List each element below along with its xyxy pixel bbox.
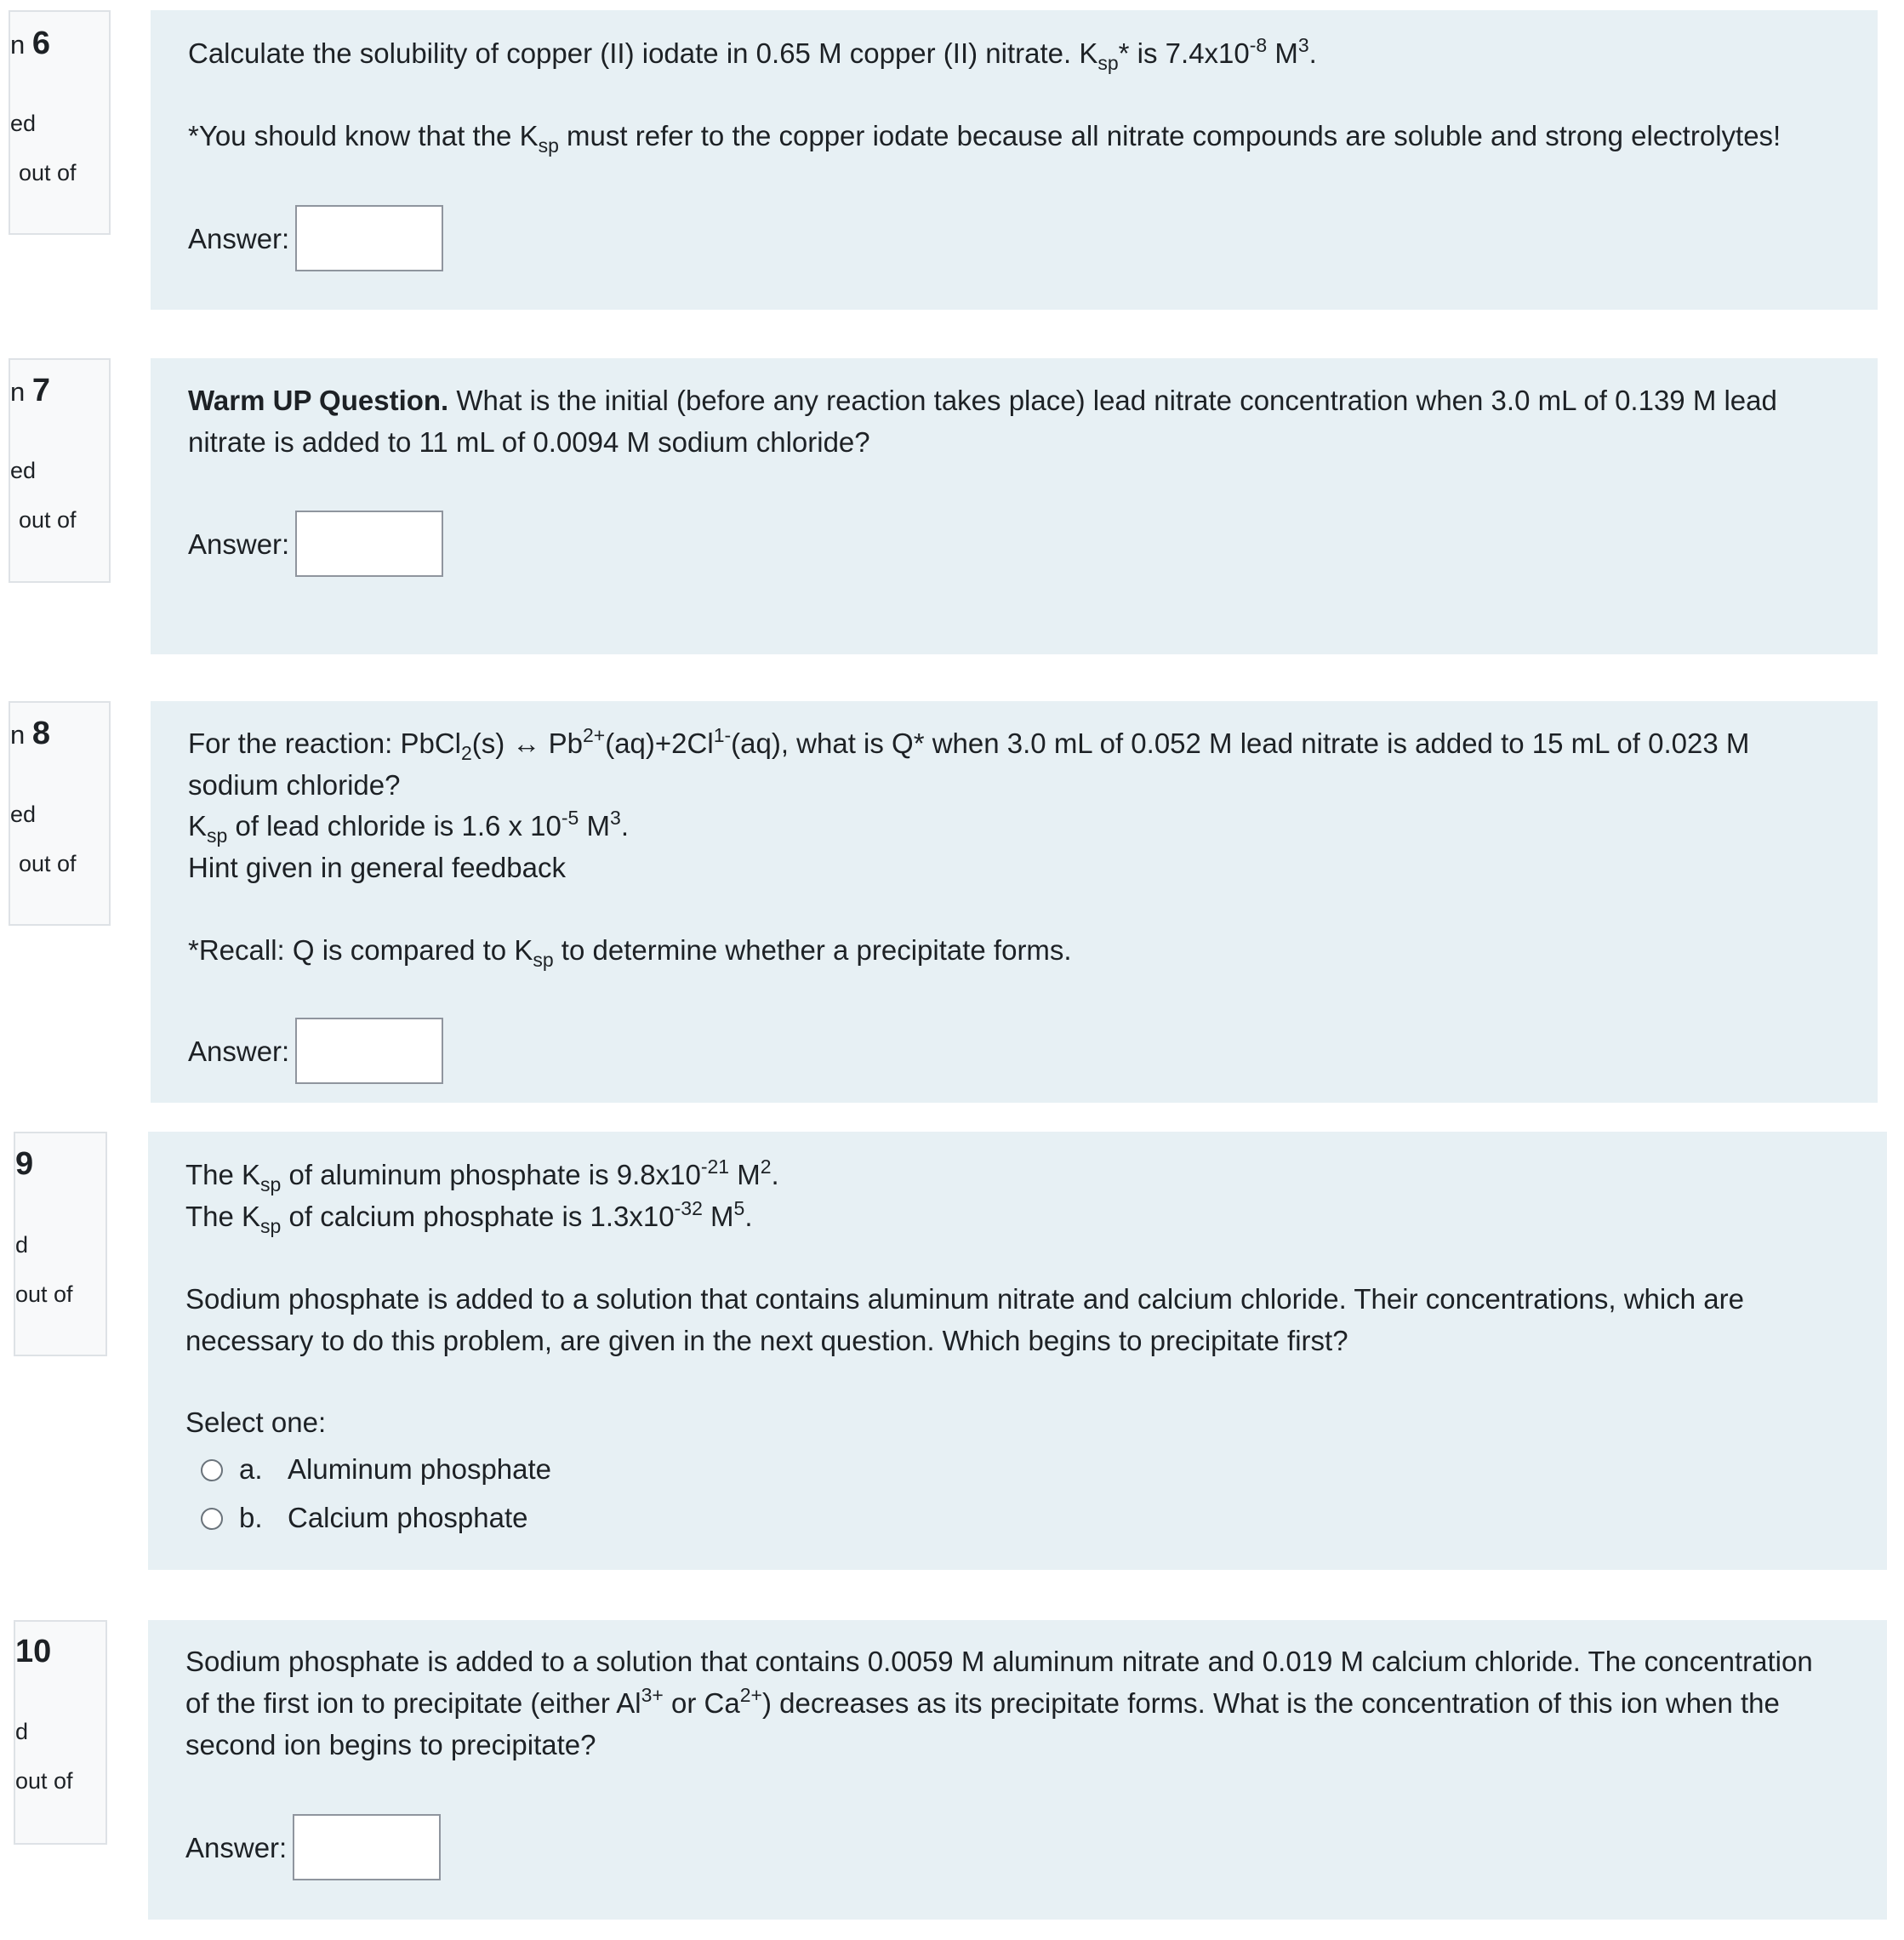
question-number-9: 9 [15, 1146, 34, 1182]
answer-label-8: Answer: [188, 1036, 290, 1067]
answer-label-10: Answer: [185, 1832, 288, 1863]
answer-input-8[interactable] [295, 1018, 443, 1084]
question-marks-6: out of [19, 160, 77, 185]
question-text-9-line2: The $K_{sp}$ of calcium phosphate is $1.3x10^{-32}$ $M^5$. [185, 1197, 753, 1237]
question-text-9-line3: Sodium phosphate is added to a solution that contains aluminum nitrate and calcium chloride. Their concentrations, which are [185, 1283, 1744, 1315]
option-b-radio[interactable] [201, 1508, 223, 1530]
question-text-8-line4: Hint given in general feedback [188, 852, 566, 883]
answer-input-6[interactable] [295, 205, 443, 271]
question-text-7-line2: nitrate is added to 11 mL of 0.0094 M sodium chloride? [188, 426, 870, 458]
question-marks-10: out of [15, 1768, 73, 1794]
question-text-8-line1: For the reaction: PbCl$_2$(s) ↔ $Pb^{2+}(aq)+2Cl^{1-}(aq)$, what is Q* when 3.0 mL of 0.052 M lead nitrate is added to 15 mL of 0.023 M [188, 724, 1750, 764]
question-text-10-line2: of the first ion to precipitate (either $Al^{3+}$ or $Ca^{2+}$) decreases as its precipitate forms. What is the concentration of this ion when the [185, 1684, 1780, 1719]
question-number-6: n 6 [10, 26, 51, 61]
question-number-10: 10 [15, 1634, 52, 1669]
question-status-10: d [15, 1719, 29, 1744]
question-text-6-line2: *You should know that the $K_{sp}$ must refer to the copper iodate because all nitrate compounds are soluble and strong electrolytes! [188, 120, 1781, 157]
question-text-6-line1: Calculate the solubility of copper (II) iodate in 0.65 M copper (II) nitrate. $K_{sp}*$ is $7.4x10^{-8}$ $M^3$. [188, 34, 1317, 74]
answer-input-10[interactable] [293, 1814, 441, 1880]
question-text-8-line3: $K_{sp}$ of lead chloride is 1.6 x $10^{-5}$ $M^3$. [188, 807, 629, 847]
question-number-8: n 8 [10, 716, 51, 751]
question-status-6: ed [10, 111, 37, 136]
question-marks-7: out of [19, 507, 77, 533]
option-a-label[interactable]: Aluminum phosphate [288, 1453, 552, 1485]
question-text-8-line5: *Recall: Q is compared to $K_{sp}$ to determine whether a precipitate forms. [188, 934, 1072, 971]
option-b-label[interactable]: Calcium phosphate [288, 1502, 528, 1533]
answer-label-7: Answer: [188, 528, 290, 560]
question-marks-8: out of [19, 851, 77, 876]
question-text-9-line1: The $K_{sp}$ of aluminum phosphate is $9.8x10^{-21}$ $M^2$. [185, 1155, 779, 1195]
question-text-9-line4: necessary to do this problem, are given in the next question. Which begins to precipitate first? [185, 1325, 1348, 1356]
question-status-9: d [15, 1232, 29, 1258]
answer-label-6: Answer: [188, 223, 290, 254]
question-text-10-line1: Sodium phosphate is added to a solution that contains 0.0059 M aluminum nitrate and 0.019 M calcium chloride. The concentration [185, 1646, 1813, 1677]
option-a-letter: a. [239, 1453, 263, 1485]
question-text-8-line2: sodium chloride? [188, 769, 401, 801]
question-marks-9: out of [15, 1281, 73, 1307]
question-number-7: n 7 [10, 373, 51, 408]
option-a-radio[interactable] [201, 1459, 223, 1481]
option-b-letter: b. [239, 1502, 263, 1533]
question-status-8: ed [10, 802, 37, 827]
question-status-7: ed [10, 458, 37, 483]
select-one-label: Select one: [185, 1406, 327, 1438]
answer-input-7[interactable] [295, 511, 443, 577]
question-text-10-line3: second ion begins to precipitate? [185, 1729, 596, 1760]
question-text-7-line1: Warm UP Question. What is the initial (before any reaction takes place) lead nitrate concentration when 3.0 mL of 0.139 M lead [188, 385, 1777, 416]
